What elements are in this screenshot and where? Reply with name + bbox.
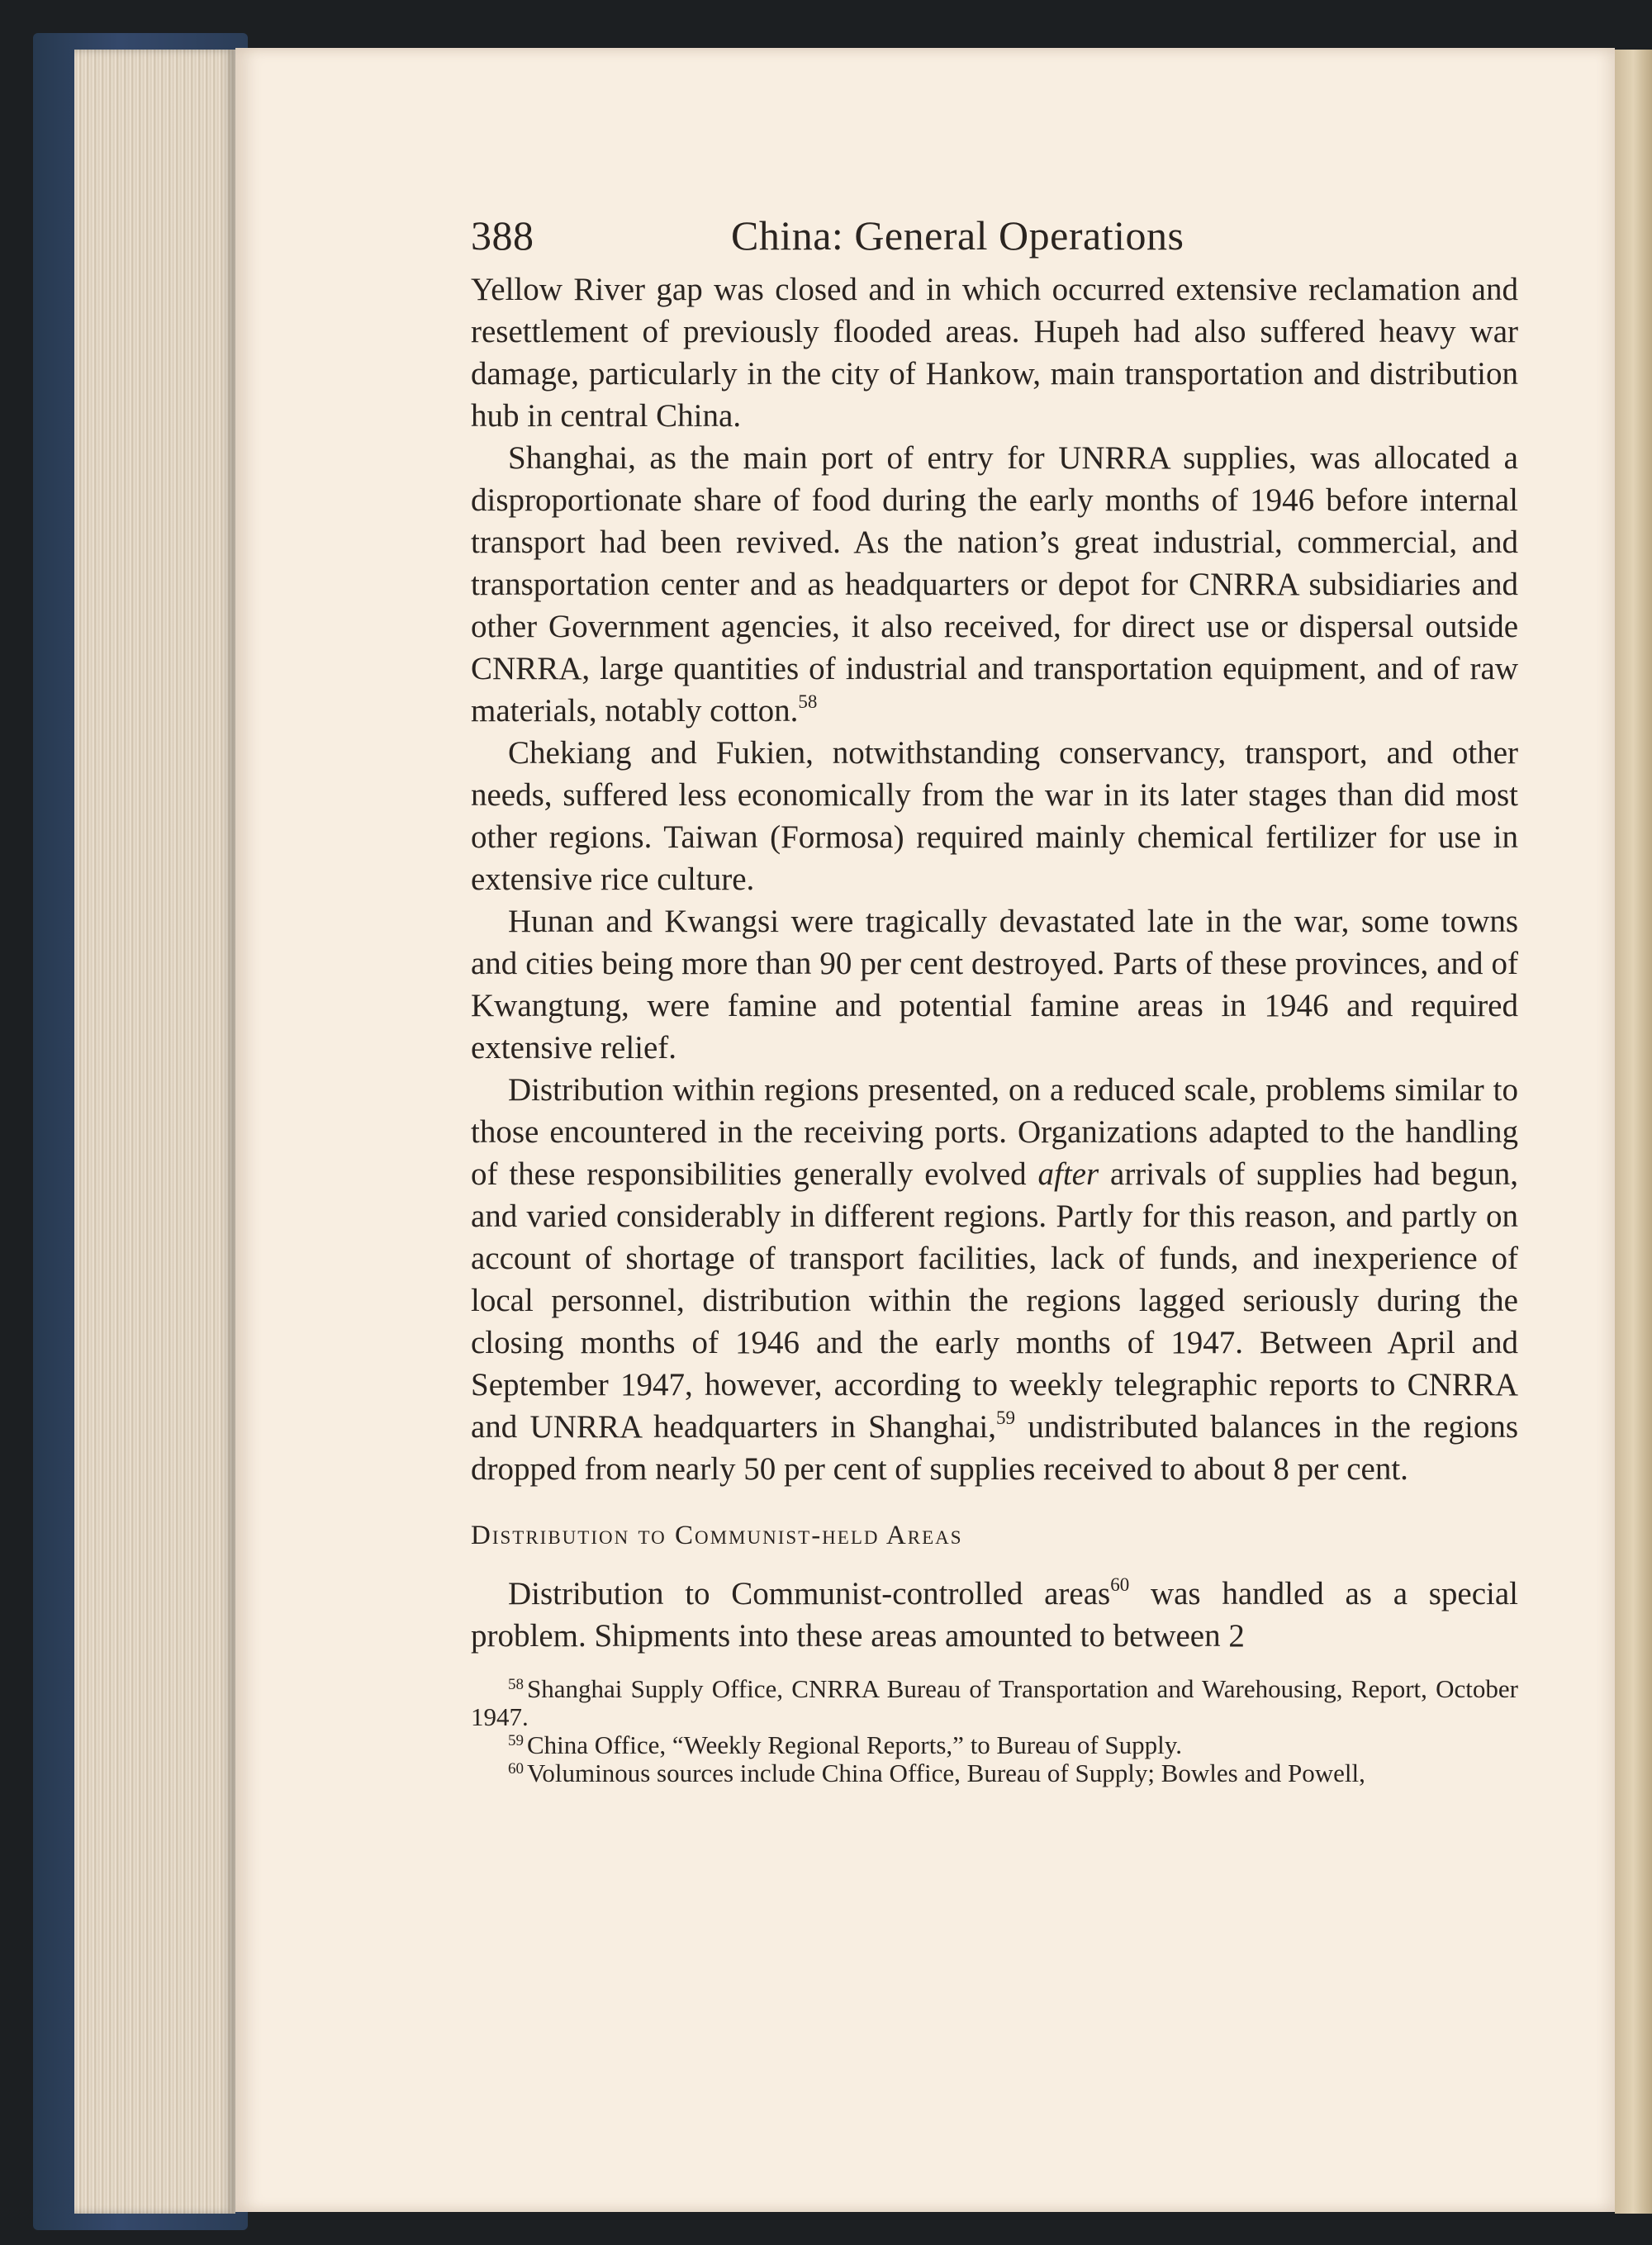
footnote-ref-60[interactable]: 60	[1110, 1574, 1130, 1595]
section-heading: Distribution to Communist-held Areas	[471, 1521, 963, 1550]
page-edges	[74, 50, 235, 2214]
running-title: China: General Operations	[731, 212, 1184, 259]
page-number: 388	[471, 212, 534, 259]
paragraph-communist-areas: Distribution to Communist-controlled areas$^{60}$ was handled as a special problem. Shipments into these areas amounted to between 2	[471, 1574, 1519, 1654]
paragraph-chekiang: Chekiang and Fukien, notwithstanding conservancy, transport, and other needs, suffered less economically from the war in its later stages than did most other regions. Taiwan (Formosa) required mainly chemical fertilizer for use in extensive rice culture.	[471, 735, 1518, 897]
footnote-ref-59[interactable]: 59	[996, 1407, 1016, 1428]
page-content	[471, 211, 1518, 1787]
paragraph-hunan: Hunan and Kwangsi were tragically devastated late in the war, some towns and cities being more than 90 per cent destroyed. Parts of these provinces, and of Kwangtung, were famine and potential famine areas in 1946 and required extensive relief.	[471, 904, 1518, 1066]
footnotes	[471, 1675, 1518, 1787]
footnote-59: $^{59}$ China Office, “Weekly Regional Reports,” to Bureau of Supply.	[508, 1730, 1182, 1759]
body-text	[471, 268, 1518, 1657]
paragraph-shanghai: Shanghai, as the main port of entry for UNRRA supplies, was allocated a disproportionate share of food during the early months of 1946 before internal transport had been revived. As the nation’s great industrial, commercial, and transportation center and as headquarters or depot for CNRRA subsidiaries and other Government agencies, it also received, for direct use or dispersal outside CNRRA, large quantities of industrial and transportation equipment, and of raw materials, notably cotton.$^{58}$	[471, 440, 1518, 729]
paragraph-continuation: Yellow River gap was closed and in which occurred extensive reclamation and resettlement of previously flooded areas. Hupeh had also suffered heavy war damage, particularly in the city of Hankow, main transportation and distribution hub in central China.	[471, 272, 1518, 434]
footnote-58: $^{58}$ Shanghai Supply Office, CNRRA Bureau of Transportation and Warehousing, Report, October 1947.	[471, 1674, 1518, 1731]
paragraph-distribution: Distribution within regions presented, on a reduced scale, problems similar to those encountered in the receiving ports. Organizations adapted to the handling of these responsibilities generally evolved after arrivals of supplies had begun, and varied considerably in different regions. Partly for this reason, and partly on account of shortage of transport facilities, lack of funds, and inexperience of local personnel, distribution within the regions lagged seriously during the closing months of 1946 and the early months of 1947. Between April and September 1947, however, according to weekly telegraphic reports to CNRRA and UNRRA headquarters in Shanghai,$^{59}$ undistributed balances in the regions dropped from nearly 50 per cent of supplies received to about 8 per cent.	[471, 1072, 1518, 1487]
facing-page-edge	[1615, 50, 1652, 2214]
footnote-60: $^{60}$ Voluminous sources include China Office, Bureau of Supply; Bowles and Powell,	[508, 1759, 1365, 1787]
footnote-ref-58[interactable]: 58	[798, 691, 818, 712]
running-header	[471, 211, 1518, 268]
